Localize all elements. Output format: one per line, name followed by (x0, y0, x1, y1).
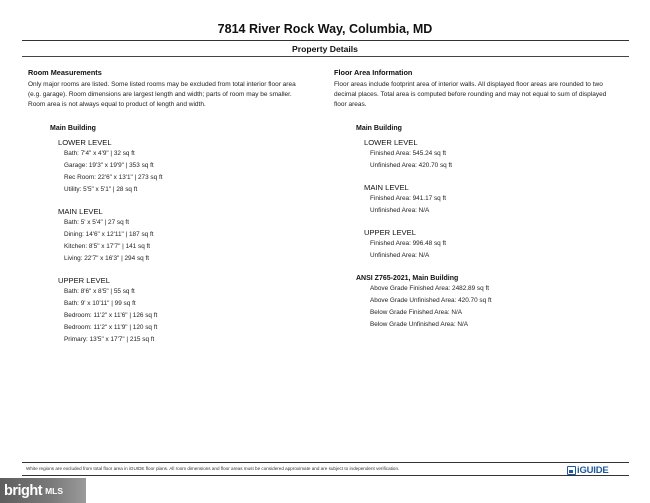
description-line: floor areas. (334, 101, 367, 108)
room-row: Dining: 14'6" x 12'11" | 187 sq ft (64, 231, 154, 238)
level-group-upper (50, 275, 328, 346)
area-group-upper (356, 227, 634, 262)
iguide-box-icon (567, 466, 576, 475)
area-group-main (356, 182, 634, 217)
room-row: Bath: 5' x 5'4" | 27 sq ft (64, 219, 129, 226)
bright-mls-watermark (0, 478, 86, 503)
iguide-logo (567, 464, 609, 476)
level-name: UPPER LEVEL (364, 228, 416, 237)
iguide-logo-text: iGUIDE (577, 464, 609, 476)
level-name: MAIN LEVEL (364, 183, 409, 192)
ansi-row: Above Grade Unfinished Area: 420.70 sq ft (370, 297, 492, 304)
room-row: Rec Room: 22'6" x 13'1" | 273 sq ft (64, 174, 163, 181)
floor-building-block (356, 124, 634, 331)
room-row: Utility: 5'5" x 5'1" | 28 sq ft (64, 186, 138, 193)
room-row: Bedroom: 11'2" x 11'6" | 126 sq ft (64, 312, 158, 319)
description-line: (e.g. garage). Room dimensions are largest length and width; parts of room may be smaller. (28, 91, 292, 98)
bright-watermark-word: bright (4, 482, 43, 499)
room-measurements-title: Room Measurements (28, 68, 102, 77)
description-line: Only major rooms are listed. Some listed rooms may be excluded from total interior floor area (28, 81, 296, 88)
level-name: LOWER LEVEL (364, 138, 418, 147)
room-row: Living: 22'7" x 16'3" | 294 sq ft (64, 255, 150, 262)
area-row: Finished Area: 545.24 sq ft (370, 150, 447, 157)
room-measurements-description (28, 80, 328, 110)
room-row: Bath: 8'6" x 8'5" | 55 sq ft (64, 288, 135, 295)
room-row: Kitchen: 8'5" x 17'7" | 141 sq ft (64, 243, 151, 250)
area-row: Finished Area: 996.48 sq ft (370, 240, 447, 247)
ansi-block (356, 274, 634, 331)
ansi-row: Above Grade Finished Area: 2482.89 sq ft (370, 285, 490, 292)
area-row: Finished Area: 941.17 sq ft (370, 195, 447, 202)
area-row: Unfinished Area: N/A (370, 252, 430, 259)
ansi-row: Below Grade Unfinished Area: N/A (370, 321, 469, 328)
level-group-lower (50, 137, 328, 196)
room-row: Bath: 7'4" x 4'9" | 32 sq ft (64, 150, 135, 157)
floor-area-title: Floor Area Information (334, 68, 413, 77)
ansi-title: ANSI Z765-2021, Main Building (356, 275, 459, 282)
level-group-main (50, 206, 328, 265)
floor-area-description (334, 80, 634, 110)
area-group-lower (356, 137, 634, 172)
bright-watermark-mls: MLS (45, 485, 64, 496)
area-row: Unfinished Area: 420.70 sq ft (370, 162, 453, 169)
level-name: MAIN LEVEL (58, 207, 103, 216)
building-name: Main Building (50, 125, 96, 132)
page-subtitle: Property Details (292, 44, 358, 54)
room-row: Bedroom: 11'2" x 11'9" | 120 sq ft (64, 324, 158, 331)
description-line: Floor areas include footprint area of interior walls. All displayed floor areas are rounded to two (334, 81, 603, 88)
footer-rule-bottom (22, 475, 629, 476)
header-rule (22, 40, 629, 41)
room-row: Garage: 19'3" x 19'9" | 353 sq ft (64, 162, 154, 169)
level-name: UPPER LEVEL (58, 276, 110, 285)
room-row: Primary: 13'5" x 17'7" | 215 sq ft (64, 336, 155, 343)
page-title: 7814 River Rock Way, Columbia, MD (217, 22, 433, 36)
floor-area-section (334, 68, 634, 331)
ansi-row: Below Grade Finished Area: N/A (370, 309, 462, 316)
footer-rule-top (22, 462, 629, 463)
description-line: decimal places. Total area is computed before rounding and may not equal to sum of displayed (334, 91, 607, 98)
building-name: Main Building (356, 125, 402, 132)
description-line: Room area is not always equal to product of length and width. (28, 101, 206, 108)
room-row: Bath: 9' x 10'11" | 99 sq ft (64, 300, 136, 307)
room-measurements-section (28, 68, 328, 346)
subtitle-rule (22, 56, 629, 57)
room-building-block (50, 124, 328, 346)
level-name: LOWER LEVEL (58, 138, 112, 147)
area-row: Unfinished Area: N/A (370, 207, 430, 214)
footer-disclaimer: White regions are excluded from total floor area in iGUIDE floor plans. All room dimensions and floor areas must be considered approximate and are subject to independent verification. (26, 466, 400, 471)
